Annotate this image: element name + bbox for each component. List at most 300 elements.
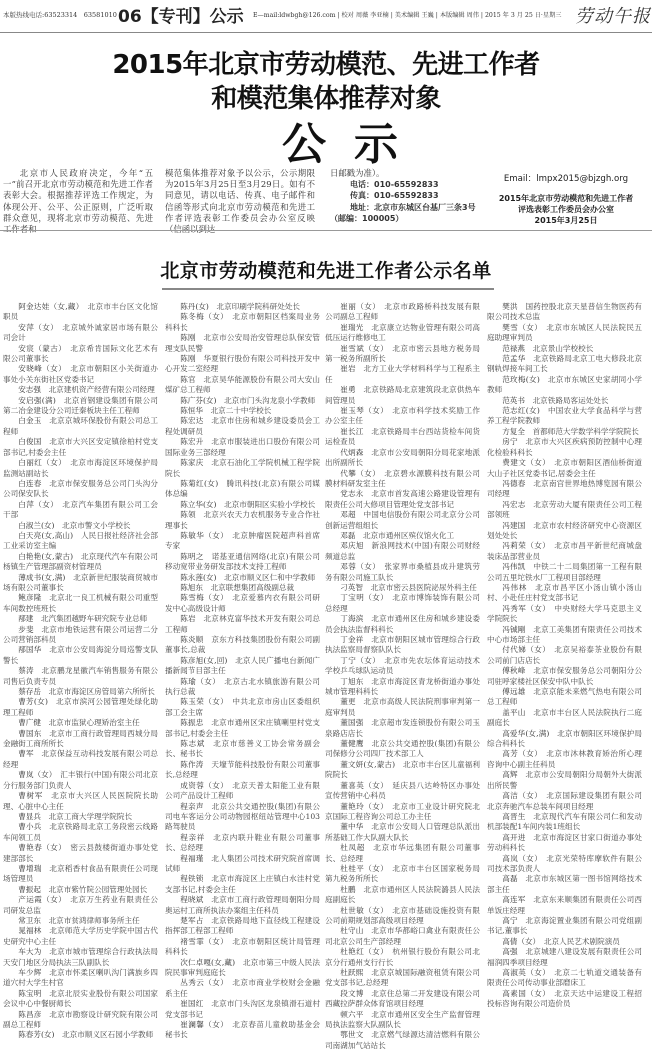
list-item — [3, 614, 158, 624]
honoree-name: 陈岩 — [180, 614, 196, 624]
honoree-name: 高芳（女） — [502, 749, 539, 759]
list-item — [165, 396, 320, 406]
honoree-affiliation: 北京住总第二开发建设有限公司西藏拉萨群众体育馆项目经理 — [325, 988, 481, 1009]
honoree-affiliation: 北京东来顺集团有限责任公司西单饭庄经理 — [487, 895, 643, 915]
honoree-affiliation: 北京市大兴区疾病预防控制中心理化检验科科长 — [487, 437, 643, 457]
honoree-name: 盖平山 — [502, 707, 526, 717]
honoree-affiliation: 北京市东城区史家胡同小学教师 — [487, 374, 642, 395]
list-item — [3, 323, 158, 344]
list-item — [325, 562, 480, 583]
honoree-name: 成资蓉（女） — [180, 780, 225, 790]
list-item — [165, 833, 320, 854]
list-item — [325, 469, 480, 490]
list-item — [3, 1030, 158, 1040]
honoree-name: 董中华 — [340, 822, 364, 832]
honoree-name: 高连军 — [502, 895, 526, 905]
honoree-affiliation: 北京昊华能源股份有限公司大安山煤矿总工程师 — [165, 374, 321, 395]
honoree-name: 曹国东 — [18, 728, 42, 738]
honoree-affiliation: 北京市大兴区人民医院院长助理、心脏中心主任 — [3, 791, 159, 811]
honoree-name: 陈玉荣（女） — [180, 697, 225, 707]
honoree-affiliation: 北京市工商行政管理局朝阳分局奥运村工商所执法办案组主任科员 — [165, 895, 321, 915]
top-divider — [0, 32, 652, 33]
honoree-name: 高晋生 — [502, 811, 526, 821]
honoree-affiliation: 北京市慈善义工协会常务副会长、秘书长 — [165, 739, 321, 759]
list-item — [487, 406, 642, 427]
honoree-affiliation: 北京北一良工机械有限公司重型车间数控班班长 — [3, 593, 159, 613]
honoree-name: 程亲祥 — [180, 832, 205, 842]
list-item — [325, 364, 480, 385]
list-item — [325, 906, 480, 927]
list-item — [165, 718, 320, 739]
honoree-name: 陈领 — [180, 510, 196, 520]
honoree-affiliation: 中国电信股份有限公司北京分公司创新运营组组长 — [325, 510, 481, 530]
honoree-affiliation: 北京市首发高速公路建设管理有限责任公司大修项目管理处党支部书记 — [325, 489, 481, 509]
list-item — [3, 989, 158, 1010]
honoree-name: 程福瑾 — [180, 853, 204, 863]
list-item — [325, 593, 480, 614]
honoree-name: 冯伟林 — [502, 582, 527, 592]
honoree-affiliation: 北京市博饰装饰有限公司总经理 — [325, 593, 481, 613]
list-item — [3, 396, 158, 417]
list-item — [165, 593, 320, 614]
honoree-affiliation: 北京市朝阳区酒仙桥街道大山子社区党委书记,居委会主任 — [487, 458, 643, 478]
list-item — [487, 833, 642, 854]
list-item — [325, 614, 480, 635]
honoree-name: 范英书 — [502, 395, 525, 405]
list-title: 北京市劳动模范和先进工作者公示名单 — [160, 260, 492, 282]
list-item — [487, 687, 642, 708]
honoree-affiliation: 中铁二十二局集团第一工程有限公司五里坨铁水厂工程项目部经理 — [487, 562, 643, 582]
honoree-name: 曹广健 — [18, 718, 41, 728]
honoree-name: 陈官 — [180, 374, 196, 384]
list-item — [325, 1010, 480, 1031]
honoree-name: 曹振起 — [18, 884, 41, 894]
honoree-affiliation: 北京希肯国际文化艺术有限公司董事长 — [3, 343, 159, 364]
list-item — [165, 552, 320, 573]
editorial-meta: E—mail:ldwbgh@126.com | 校对 周薇 李亚楠 | 美术编辑 王巍 | 本版编辑 周伟 | 2015 年 3 月 25 日·星期三 — [253, 12, 562, 19]
honoree-name: 陈刚 — [180, 333, 196, 343]
honoree-name: 曹小兵 — [18, 822, 42, 832]
honoree-affiliation: 北京市勘察设计研究院有限公司副总工程师 — [3, 1009, 159, 1030]
honoree-affiliation: 北京景山学校校长 — [532, 343, 594, 353]
list-item — [325, 302, 480, 323]
honoree-affiliation: 北京市工业设计研究院北京国际工程咨询公司总工办主任 — [325, 801, 481, 821]
honoree-affiliation: 北京城建八建设发展有限责任公司福润四季项目经理 — [487, 947, 643, 967]
list-item — [165, 458, 320, 479]
honoree-name: 杜艳红（女） — [340, 947, 385, 957]
honoree-name: 费建文（女） — [502, 458, 547, 468]
name-list-column-1 — [3, 302, 158, 1041]
honoree-name: 白艳艳(女,蒙古) — [18, 551, 74, 561]
honoree-name: 丁旭东 — [340, 676, 364, 686]
title-underline — [162, 288, 494, 290]
list-item — [325, 885, 480, 906]
honoree-name: 党志永 — [340, 489, 364, 499]
honoree-affiliation: 北京市服装进出口股份有限公司国际业务三部经理 — [165, 437, 321, 457]
list-item — [165, 978, 320, 999]
headline-announcement: 公示 — [282, 119, 426, 170]
list-item — [3, 812, 158, 822]
honoree-name: 陈菊红(女) — [180, 478, 219, 488]
honoree-name: 陈宝明 — [18, 988, 42, 998]
list-item — [165, 583, 320, 593]
honoree-affiliation: 北京市怀柔区喇叭沟门满族乡四道穴村大学生村官 — [3, 968, 159, 988]
honoree-affiliation: 北京市通州区殡仪馆火化工 — [362, 530, 455, 540]
list-item — [325, 583, 480, 593]
office-signature — [480, 172, 652, 226]
honoree-name: 丁宝明（女） — [340, 593, 385, 603]
honoree-affiliation: 北京兴农天力农机服务专业合作社理事长 — [165, 510, 321, 530]
honoree-affiliation: 北京市昌平区小汤山镇小汤山村、小赴任庄村党支部书记 — [487, 582, 643, 603]
intro-paragraph-2: 模范集体推荐对象予以公示，公示期限为2015年3月25日至3月29日。如有不同意见，请以电话、传真、电子邮件和信函等形式向北京市劳动模范和先进工作者评选表彰工作委员会办公室反映 — [165, 168, 315, 223]
honoree-name: 陈作涛 — [180, 759, 204, 769]
honoree-affiliation: 北京市通州区宋庄镇喇里村党支部书记,村委会主任 — [165, 718, 321, 738]
honoree-affiliation: 北京工美集团有限责任公司技术中心市场部主任 — [487, 624, 643, 644]
honoree-affiliation: 首都师范大学数学科学学院院长 — [532, 426, 639, 436]
honoree-name: 邓庆旭 — [340, 541, 364, 551]
honoree-name: 曹军 — [18, 749, 34, 759]
honoree-name: 陈瑜（女） — [180, 676, 217, 686]
honoree-name: 白丽红（女） — [18, 458, 63, 468]
intro-column-3 — [330, 168, 480, 224]
honoree-affiliation: 北京吴裕泰茶业股份有限公司前门店店长 — [487, 645, 643, 665]
list-item — [325, 781, 480, 802]
honoree-name: 杜世敏（女） — [340, 905, 385, 915]
honoree-affiliation: 北京市通州区住房和城乡建设委员会执法监督科科长 — [325, 614, 481, 634]
list-item — [3, 864, 158, 885]
honoree-name: 白萍（女） — [18, 499, 55, 509]
honoree-name: 杜跃熙 — [340, 968, 364, 977]
list-item — [325, 448, 480, 469]
list-item — [3, 458, 158, 479]
honoree-name: 杜凤超 — [340, 843, 365, 853]
list-item — [165, 802, 320, 833]
list-item — [487, 396, 642, 406]
honoree-affiliation: 北京市昌平新世纪商城盘装床品部营业员 — [487, 541, 643, 561]
honoree-affiliation: 北京市滨河公园管理处绿化助理工程师 — [3, 697, 158, 717]
list-item — [165, 656, 320, 677]
honoree-name: 范玫梅(女) — [502, 374, 540, 384]
honoree-name: 白淑兰(女) — [18, 520, 55, 530]
honoree-name: 崔勇 — [340, 385, 356, 395]
honoree-affiliation: 北京京城环保股份有限公司总工程师 — [3, 416, 159, 436]
list-item — [325, 656, 480, 677]
honoree-name: 陈志斌 — [180, 739, 205, 749]
list-item — [487, 354, 642, 375]
honoree-name: 陈冬梅（女） — [180, 312, 225, 322]
list-item — [487, 302, 642, 323]
list-item — [165, 354, 320, 375]
honoree-affiliation: 北京天普太阳能工业有限公司产品设计工程师 — [165, 780, 321, 801]
honoree-affiliation: 北京市工商行政管理局西城分局金融街工商所所长 — [3, 728, 159, 749]
honoree-affiliation: 北京超市发连锁股份有限公司玉泉路店店长 — [325, 718, 481, 738]
honoree-name: 董更 — [340, 697, 356, 707]
list-item — [3, 687, 158, 697]
list-item — [3, 552, 158, 573]
honoree-affiliation: 北京市门头沟龙泉小学教师 — [224, 395, 316, 405]
honoree-name: 冯铖剛 — [502, 624, 526, 634]
list-item — [487, 947, 642, 968]
honoree-name: 蔡存岳 — [18, 687, 41, 697]
list-item — [325, 968, 480, 989]
honoree-name: 高开进 — [502, 832, 526, 842]
honoree-affiliation: 北京市海淀区甘家口街道办事处劳动科科长 — [487, 832, 643, 853]
list-item — [487, 729, 642, 750]
honoree-affiliation: 北京人民艺术剧院演员 — [543, 936, 620, 946]
list-item — [3, 573, 158, 594]
honoree-affiliation: 汇丰银行(中国)有限公司北京分行服务部门负责人 — [3, 770, 159, 790]
honoree-affiliation: 北京保益互动科技发展有限公司总经理 — [3, 749, 159, 769]
honoree-affiliation: 华夏银行股份有限公司科技开发中心开发二室经理 — [165, 354, 321, 374]
honoree-name: 丛秀云（女） — [180, 978, 225, 988]
honoree-affiliation: 北京市地铁运营有限公司运营二分公司营销部科员 — [3, 624, 159, 644]
honoree-name: 董文妍(女,蒙古) — [340, 759, 396, 769]
honoree-name: 崔澜馨（女） — [180, 1020, 225, 1030]
list-item — [325, 760, 480, 781]
honoree-name: 崔瑞光 — [340, 322, 364, 332]
list-item — [487, 583, 642, 604]
honoree-affiliation: 北京市华远集团有限公司董事长、总经理 — [325, 843, 481, 863]
honoree-affiliation: 中国农业大学食品科学与营养工程学院教师 — [487, 406, 642, 426]
honoree-affiliation: 北京市公安局人口管理总队派出所基础工作大队副大队长 — [325, 822, 481, 842]
honoree-name: 杜桂平（女） — [340, 863, 385, 873]
honoree-affiliation: 天壕节能科技股份有限公司董事长,总经理 — [165, 759, 321, 780]
honoree-affiliation: 北京城外诚家居市场有限公司会计 — [3, 322, 159, 343]
list-item — [487, 500, 642, 521]
honoree-affiliation: 北京市朝阳区城市管理综合行政执法监察局督察队队长 — [325, 635, 481, 655]
list-item — [3, 916, 158, 926]
honoree-affiliation: 北京市警文小学校长 — [62, 520, 131, 530]
list-item — [487, 427, 642, 437]
honoree-affiliation: 北京市通州区人民法院潞县人民法庭副庭长 — [325, 884, 481, 905]
list-item — [3, 500, 158, 521]
honoree-name: 崔岩 — [340, 364, 356, 374]
list-item — [487, 812, 642, 833]
honoree-name: 陈家庆 — [180, 458, 204, 468]
honoree-affiliation: 北京万生药业有限责任公司研发总监 — [3, 895, 159, 915]
honoree-name: 鄂世文 — [340, 1030, 364, 1040]
honoree-name: 陈雪梅（女） — [180, 593, 225, 603]
list-item — [487, 458, 642, 479]
honoree-name: 陈昌彦 — [18, 1009, 42, 1019]
list-item — [165, 916, 320, 937]
honoree-name: 樊洪 — [502, 302, 518, 311]
honoree-name: 阿金达娃（女,藏） — [18, 302, 80, 311]
honoree-affiliation: 延庆县八达岭特区办事处宣传营销中心科员 — [325, 780, 481, 801]
honoree-name: 崔玉琴（女） — [340, 406, 385, 416]
honoree-name: 傅秋峰 — [502, 666, 526, 676]
honoree-affiliation: 北京市丰台区人民法院执行二庭副庭长 — [487, 707, 643, 728]
list-item — [325, 822, 480, 843]
honoree-affiliation: 北京春苗儿童救助基金会秘书长 — [165, 1020, 321, 1040]
honoree-name: 蔡涛 — [18, 666, 34, 676]
office-name-line-2: 评选表彰工作委员会办公室 — [518, 205, 614, 214]
honoree-name: 冯伟凯 — [502, 562, 526, 572]
honoree-name: 陈宏升 — [180, 437, 204, 447]
list-item — [3, 416, 158, 437]
list-item — [165, 531, 320, 552]
honoree-affiliation: 北京京城国际融资租赁有限公司党支部书记,总经理 — [325, 968, 481, 988]
list-item — [165, 958, 320, 979]
honoree-name: 薄成书(女,满) — [18, 572, 66, 582]
office-name-line-1: 2015年北京市劳动模范和先进工作者 — [498, 194, 634, 203]
list-item — [487, 645, 642, 666]
honoree-name: 高宁 — [502, 915, 518, 925]
honoree-affiliation: 北京市朝阳区档案局业务科科长 — [165, 312, 321, 332]
list-item — [325, 531, 480, 541]
honoree-affiliation: 北京铁路局北京工电大修段北京钢轨焊接车间工长 — [487, 354, 643, 374]
honoree-affiliation: 北京市保安服务总公司门头沟分公司保安队长 — [3, 478, 159, 499]
intro-column-2 — [165, 168, 315, 235]
list-item — [3, 479, 158, 500]
list-item — [165, 437, 320, 458]
honoree-name: 安晓峰（女） — [18, 364, 63, 374]
list-item — [165, 573, 320, 583]
honoree-name: 房宁 — [502, 437, 518, 447]
honoree-name: 曹树军 — [18, 791, 43, 801]
honoree-name: 丁海滨 — [340, 614, 364, 624]
list-item — [3, 749, 158, 770]
honoree-affiliation: 北京古北水镇旅游有限公司执行总裁 — [165, 676, 321, 697]
honoree-affiliation: 北京公共交通控股(集团)有限公司保修分公司四厂技术部工人 — [325, 739, 480, 759]
honoree-name: 杜鹏 — [340, 884, 356, 894]
list-item — [325, 385, 480, 406]
honoree-name: 晁福林 — [18, 926, 42, 936]
honoree-affiliation: 北京林克富华技术开发有限公司总工程师 — [165, 614, 321, 634]
honoree-name: 陈立华(女) — [180, 499, 217, 509]
honoree-affiliation: 北京市公安局朝阳分局花家地派出所副所长 — [325, 447, 481, 468]
honoree-name: 高强 — [502, 947, 518, 957]
list-item — [165, 697, 320, 718]
honoree-name: 董喜英（女） — [340, 780, 385, 790]
list-item — [487, 541, 642, 562]
honoree-affiliation: 北京市政路桥科技发展有限公司副总工程师 — [325, 302, 481, 322]
list-item — [325, 802, 480, 823]
honoree-name: 车大为 — [18, 947, 42, 957]
honoree-name: 陈广芬(女) — [180, 395, 217, 405]
honoree-affiliation: 密云县鼓楼街道办事处党建部部长 — [3, 843, 159, 863]
honoree-name: 傅远雄 — [502, 687, 526, 697]
honoree-name: 崔长江 — [340, 426, 364, 436]
honoree-name: 安宸（蒙古） — [18, 343, 63, 353]
section-label: 06【专刊】公示 — [118, 7, 244, 27]
list-item — [487, 625, 642, 646]
list-item — [165, 677, 320, 698]
list-item — [3, 666, 158, 687]
honoree-affiliation: 北京稻香村食品有限责任公司现场管理员 — [3, 863, 159, 884]
honoree-affiliation: 北京公共交通控股(集团)有限公司电车客运分公司动物园枢纽站管理中心103路驾驶员 — [165, 801, 320, 832]
honoree-name: 高磊 — [502, 874, 518, 884]
honoree-name: 顿六平 — [340, 1009, 364, 1019]
list-item — [487, 666, 642, 687]
honoree-name: 崔丽（女） — [340, 302, 377, 311]
honoree-name: 杜守山 — [340, 926, 364, 936]
honoree-affiliation: 北京铁路局丰台西站货检车间货运检查员 — [325, 426, 481, 447]
list-item — [325, 718, 480, 739]
honoree-name: 付代娣（女） — [502, 645, 547, 655]
honoree-name: 曹增瑞 — [18, 863, 42, 873]
list-item — [3, 770, 158, 791]
list-item — [325, 947, 480, 968]
honoree-name: 陈明之 — [180, 551, 204, 561]
honoree-name: 陈永莲(女) — [180, 572, 217, 582]
list-item — [3, 593, 158, 614]
honoree-affiliation: 北京市华都峪口禽业有限责任公司北京公司生产部经理 — [325, 926, 481, 946]
honoree-affiliation: 北京市通州区安全生产监督管理局执法监察大队副队长 — [325, 1009, 481, 1030]
name-list-column-3 — [325, 302, 480, 1051]
honoree-affiliation: 京东方科技集团股份有限公司副董事长,总裁 — [165, 635, 321, 655]
list-item — [3, 885, 158, 895]
list-item — [165, 874, 320, 895]
honoree-name: 陈旭东 — [180, 582, 203, 592]
list-item — [325, 427, 480, 448]
list-item — [325, 697, 480, 718]
list-item — [165, 739, 320, 760]
list-item — [487, 874, 642, 895]
honoree-affiliation: 中央财经大学马克思主义学院院长 — [487, 603, 643, 624]
list-item — [325, 344, 480, 365]
honoree-affiliation: 新浪网技术(中国)有限公司财经频道总监 — [325, 541, 480, 561]
honoree-affiliation: 北京市保安服务总公司朝阳分公司驻呼家楼社区保安中队中队长 — [487, 666, 643, 686]
honoree-name: 冯德春 — [502, 478, 526, 488]
honoree-affiliation: 北京铁路局客运处处长 — [532, 395, 609, 405]
honoree-name: 范志红(女) — [502, 406, 540, 416]
honoree-affiliation: 张家界市桑植县成升建筑劳务有限公司施工队长 — [325, 562, 481, 582]
honoree-name: 邓超 — [340, 510, 356, 520]
list-item — [487, 323, 642, 344]
honoree-affiliation: 北京市高级人民法院刑事审判第一庭审判员 — [325, 697, 481, 717]
honoree-name: 高爱华(女,满) — [502, 728, 550, 738]
honoree-name: 范孟华 — [502, 354, 526, 364]
list-item — [3, 531, 158, 552]
honoree-affiliation: 北京市东城区人民法院民五庭助理审判员 — [487, 322, 643, 343]
list-item — [325, 541, 480, 562]
list-item — [487, 989, 642, 1010]
list-item — [165, 416, 320, 437]
honoree-name: 安启强(满) — [18, 395, 56, 405]
honoree-name: 安萍（女） — [18, 322, 55, 332]
honoree-name: 高洁（女） — [502, 791, 539, 801]
honoree-name: 步斐 — [18, 624, 34, 634]
honoree-name: 程铁锁 — [180, 874, 204, 884]
honoree-name: 安志强 — [18, 385, 41, 395]
honoree-name: 陈炎顺 — [180, 635, 204, 644]
list-item — [3, 968, 158, 989]
list-item — [3, 843, 158, 864]
honoree-affiliation: 北京光荣特库摩软件有限公司技术部负责人 — [487, 853, 643, 873]
honoree-name: 曹艳春（女） — [18, 843, 63, 853]
list-item — [3, 645, 158, 666]
honoree-affiliation: 北京碧水源膜科技有限公司膜材料研发室主任 — [325, 468, 481, 488]
honoree-name: 代攀（女） — [340, 468, 377, 478]
honoree-affiliation: 北汽集团越野车研究院专业总师 — [40, 614, 148, 624]
honoree-name: 邴国华 — [18, 645, 42, 655]
list-item — [165, 760, 320, 781]
list-item — [487, 437, 642, 458]
honoree-name: 冯秀军（女） — [502, 603, 547, 613]
list-item — [165, 500, 320, 510]
honoree-affiliation: 北京市朝阳区环境保护局综合科科长 — [487, 728, 642, 749]
list-item — [487, 604, 642, 625]
honoree-name: 陈春芳(女) — [18, 1030, 55, 1040]
honoree-name: 白金玉 — [18, 416, 42, 426]
honoree-affiliation: 北京人民广播电台新闻广播新闻节目部主任 — [165, 655, 320, 676]
honoree-affiliation: 诺基亚通信网络(北京)有限公司移动宽带业务研发部技术支持工程师 — [165, 551, 320, 572]
honoree-name: 产运霞（女） — [18, 895, 63, 905]
honoree-name: 曹显兵 — [18, 811, 41, 821]
honoree-affiliation: 北京北辰实业股份有限公司国家会议中心中餐厨师长 — [3, 988, 159, 1009]
honoree-affiliation: 北京现代汽车有限公司仁和发动机部装配1车间内装1班组长 — [487, 811, 643, 832]
